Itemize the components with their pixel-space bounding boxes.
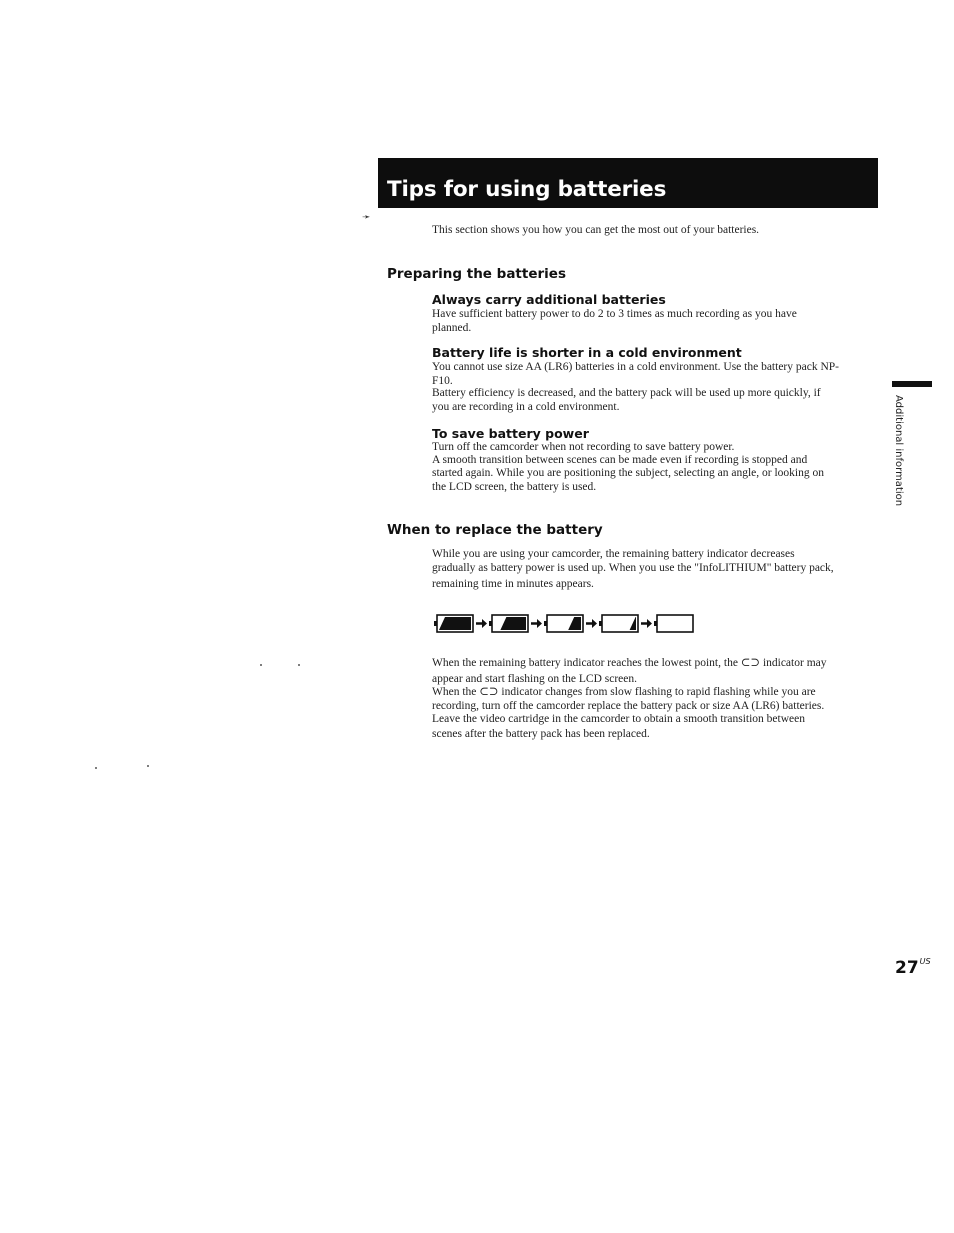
cold-line-1: You cannot use size AA (LR6) batteries in a cold environment. Use the battery pack NP- bbox=[432, 361, 839, 373]
battery-indicator-sequence bbox=[432, 612, 702, 636]
scan-speck bbox=[95, 767, 97, 769]
arrow-right-icon bbox=[641, 619, 652, 628]
heading-when-to-replace: When to replace the battery bbox=[387, 522, 603, 538]
cold-line-2: F10. bbox=[432, 375, 453, 387]
scan-speck bbox=[298, 664, 300, 666]
arrow-right-icon bbox=[586, 619, 597, 628]
carry-line-1: Have sufficient battery power to do 2 to 3 times as much recording as you have bbox=[432, 308, 797, 320]
heading-preparing: Preparing the batteries bbox=[387, 266, 566, 282]
page-number-suffix: US bbox=[919, 957, 931, 966]
battery-icon bbox=[434, 615, 473, 632]
side-tab-marker bbox=[892, 381, 932, 387]
replace-line-2: gradually as battery power is used up. When you use the "InfoLITHIUM" battery pack, bbox=[432, 562, 834, 574]
save-line-2: A smooth transition between scenes can be made even if recording is stopped and bbox=[432, 454, 808, 466]
cold-line-3: Battery efficiency is decreased, and the battery pack will be used up more quickly, if bbox=[432, 387, 821, 399]
margin-mark: ➛ bbox=[362, 212, 371, 223]
battery-icon bbox=[489, 615, 528, 632]
save-line-4: the LCD screen, the battery is used. bbox=[432, 481, 597, 493]
arrow-right-icon bbox=[476, 619, 487, 628]
after-line-1: When the remaining battery indicator reaches the lowest point, the ⊂⊃ indicator may bbox=[432, 657, 827, 669]
replace-line-3: remaining time in minutes appears. bbox=[432, 578, 594, 590]
page-number bbox=[895, 958, 931, 978]
page-title: Tips for using batteries bbox=[387, 177, 667, 202]
after-line-3: When the ⊂⊃ indicator changes from slow flashing to rapid flashing while you are bbox=[432, 686, 816, 698]
save-line-1: Turn off the camcorder when not recording to save battery power. bbox=[432, 441, 735, 453]
after-line-6: scenes after the battery pack has been replaced. bbox=[432, 728, 650, 740]
subheading-save-power: To save battery power bbox=[432, 426, 589, 441]
after-line-4: recording, turn off the camcorder replace the battery pack or size AA (LR6) batteries. bbox=[432, 700, 825, 712]
save-line-3: started again. While you are positioning the subject, selecting an angle, or looking on bbox=[432, 467, 824, 479]
scan-speck bbox=[260, 664, 262, 666]
replace-line-1: While you are using your camcorder, the remaining battery indicator decreases bbox=[432, 548, 795, 560]
after-line-2: appear and start flashing on the LCD screen. bbox=[432, 673, 638, 685]
section-title-bar bbox=[378, 158, 878, 208]
subheading-cold-environment: Battery life is shorter in a cold environment bbox=[432, 345, 742, 360]
battery-icon bbox=[654, 615, 693, 632]
carry-line-2: planned. bbox=[432, 322, 472, 334]
intro-text: This section shows you how you can get the most out of your batteries. bbox=[432, 224, 760, 236]
arrow-right-icon bbox=[531, 619, 542, 628]
after-line-5: Leave the video cartridge in the camcorder to obtain a smooth transition between bbox=[432, 713, 805, 725]
battery-icon bbox=[544, 615, 583, 632]
side-tab-label: Additional information bbox=[893, 395, 904, 507]
battery-icon bbox=[599, 615, 638, 632]
scan-speck bbox=[147, 765, 149, 767]
subheading-carry-additional: Always carry additional batteries bbox=[432, 292, 666, 307]
cold-line-4: you are recording in a cold environment. bbox=[432, 401, 620, 413]
page-number-value: 27 bbox=[895, 958, 919, 978]
